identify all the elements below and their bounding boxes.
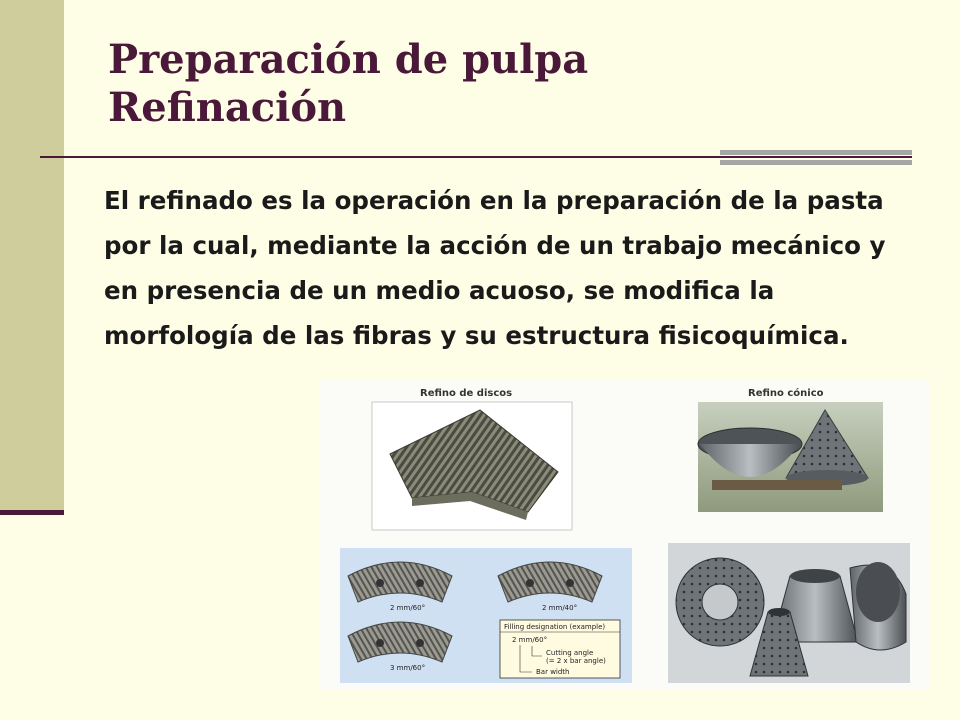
- slide-title: [108, 36, 588, 132]
- caption-conical-refiner: Refino cónico: [748, 388, 824, 399]
- left-accent-bar: [0, 0, 64, 510]
- caption-disc-refiner: Refino de discos: [420, 388, 513, 399]
- disc-segment-image: [372, 402, 572, 530]
- refiner-figure: [320, 380, 930, 690]
- title-rule: [40, 156, 912, 158]
- refiner-figure-svg: [320, 380, 930, 690]
- filling-legend-title: Filling designation (example): [504, 623, 606, 631]
- title-line-1: Preparación de pulpa: [108, 36, 589, 83]
- conical-refiner-photo: [698, 402, 883, 512]
- legend-bar-width: Bar width: [536, 668, 570, 676]
- title-line-2: Refinación: [108, 84, 347, 131]
- segment-label-3: 3 mm/60°: [390, 664, 426, 672]
- conical-parts-photo: [668, 543, 910, 683]
- segment-label-2: 2 mm/40°: [542, 604, 578, 612]
- body-paragraph: El refinado es la operación en la preparación de la pasta por la cual, mediante la acción de un trabajo mecánico y en presencia de un medio acuoso, se modifica la morfología de las fibras y su estructura fisicoquímica.: [104, 186, 886, 350]
- left-accent-line: [0, 510, 64, 515]
- title-rule-gray-top: [720, 150, 912, 155]
- segment-patterns-image: [340, 548, 632, 683]
- legend-cutting-angle-note: (= 2 x bar angle): [546, 657, 606, 665]
- segment-label-1: 2 mm/60°: [390, 604, 426, 612]
- legend-cutting-angle: Cutting angle: [546, 649, 594, 657]
- filling-legend-code: 2 mm/60°: [512, 636, 548, 644]
- title-rule-gray-bottom: [720, 160, 912, 165]
